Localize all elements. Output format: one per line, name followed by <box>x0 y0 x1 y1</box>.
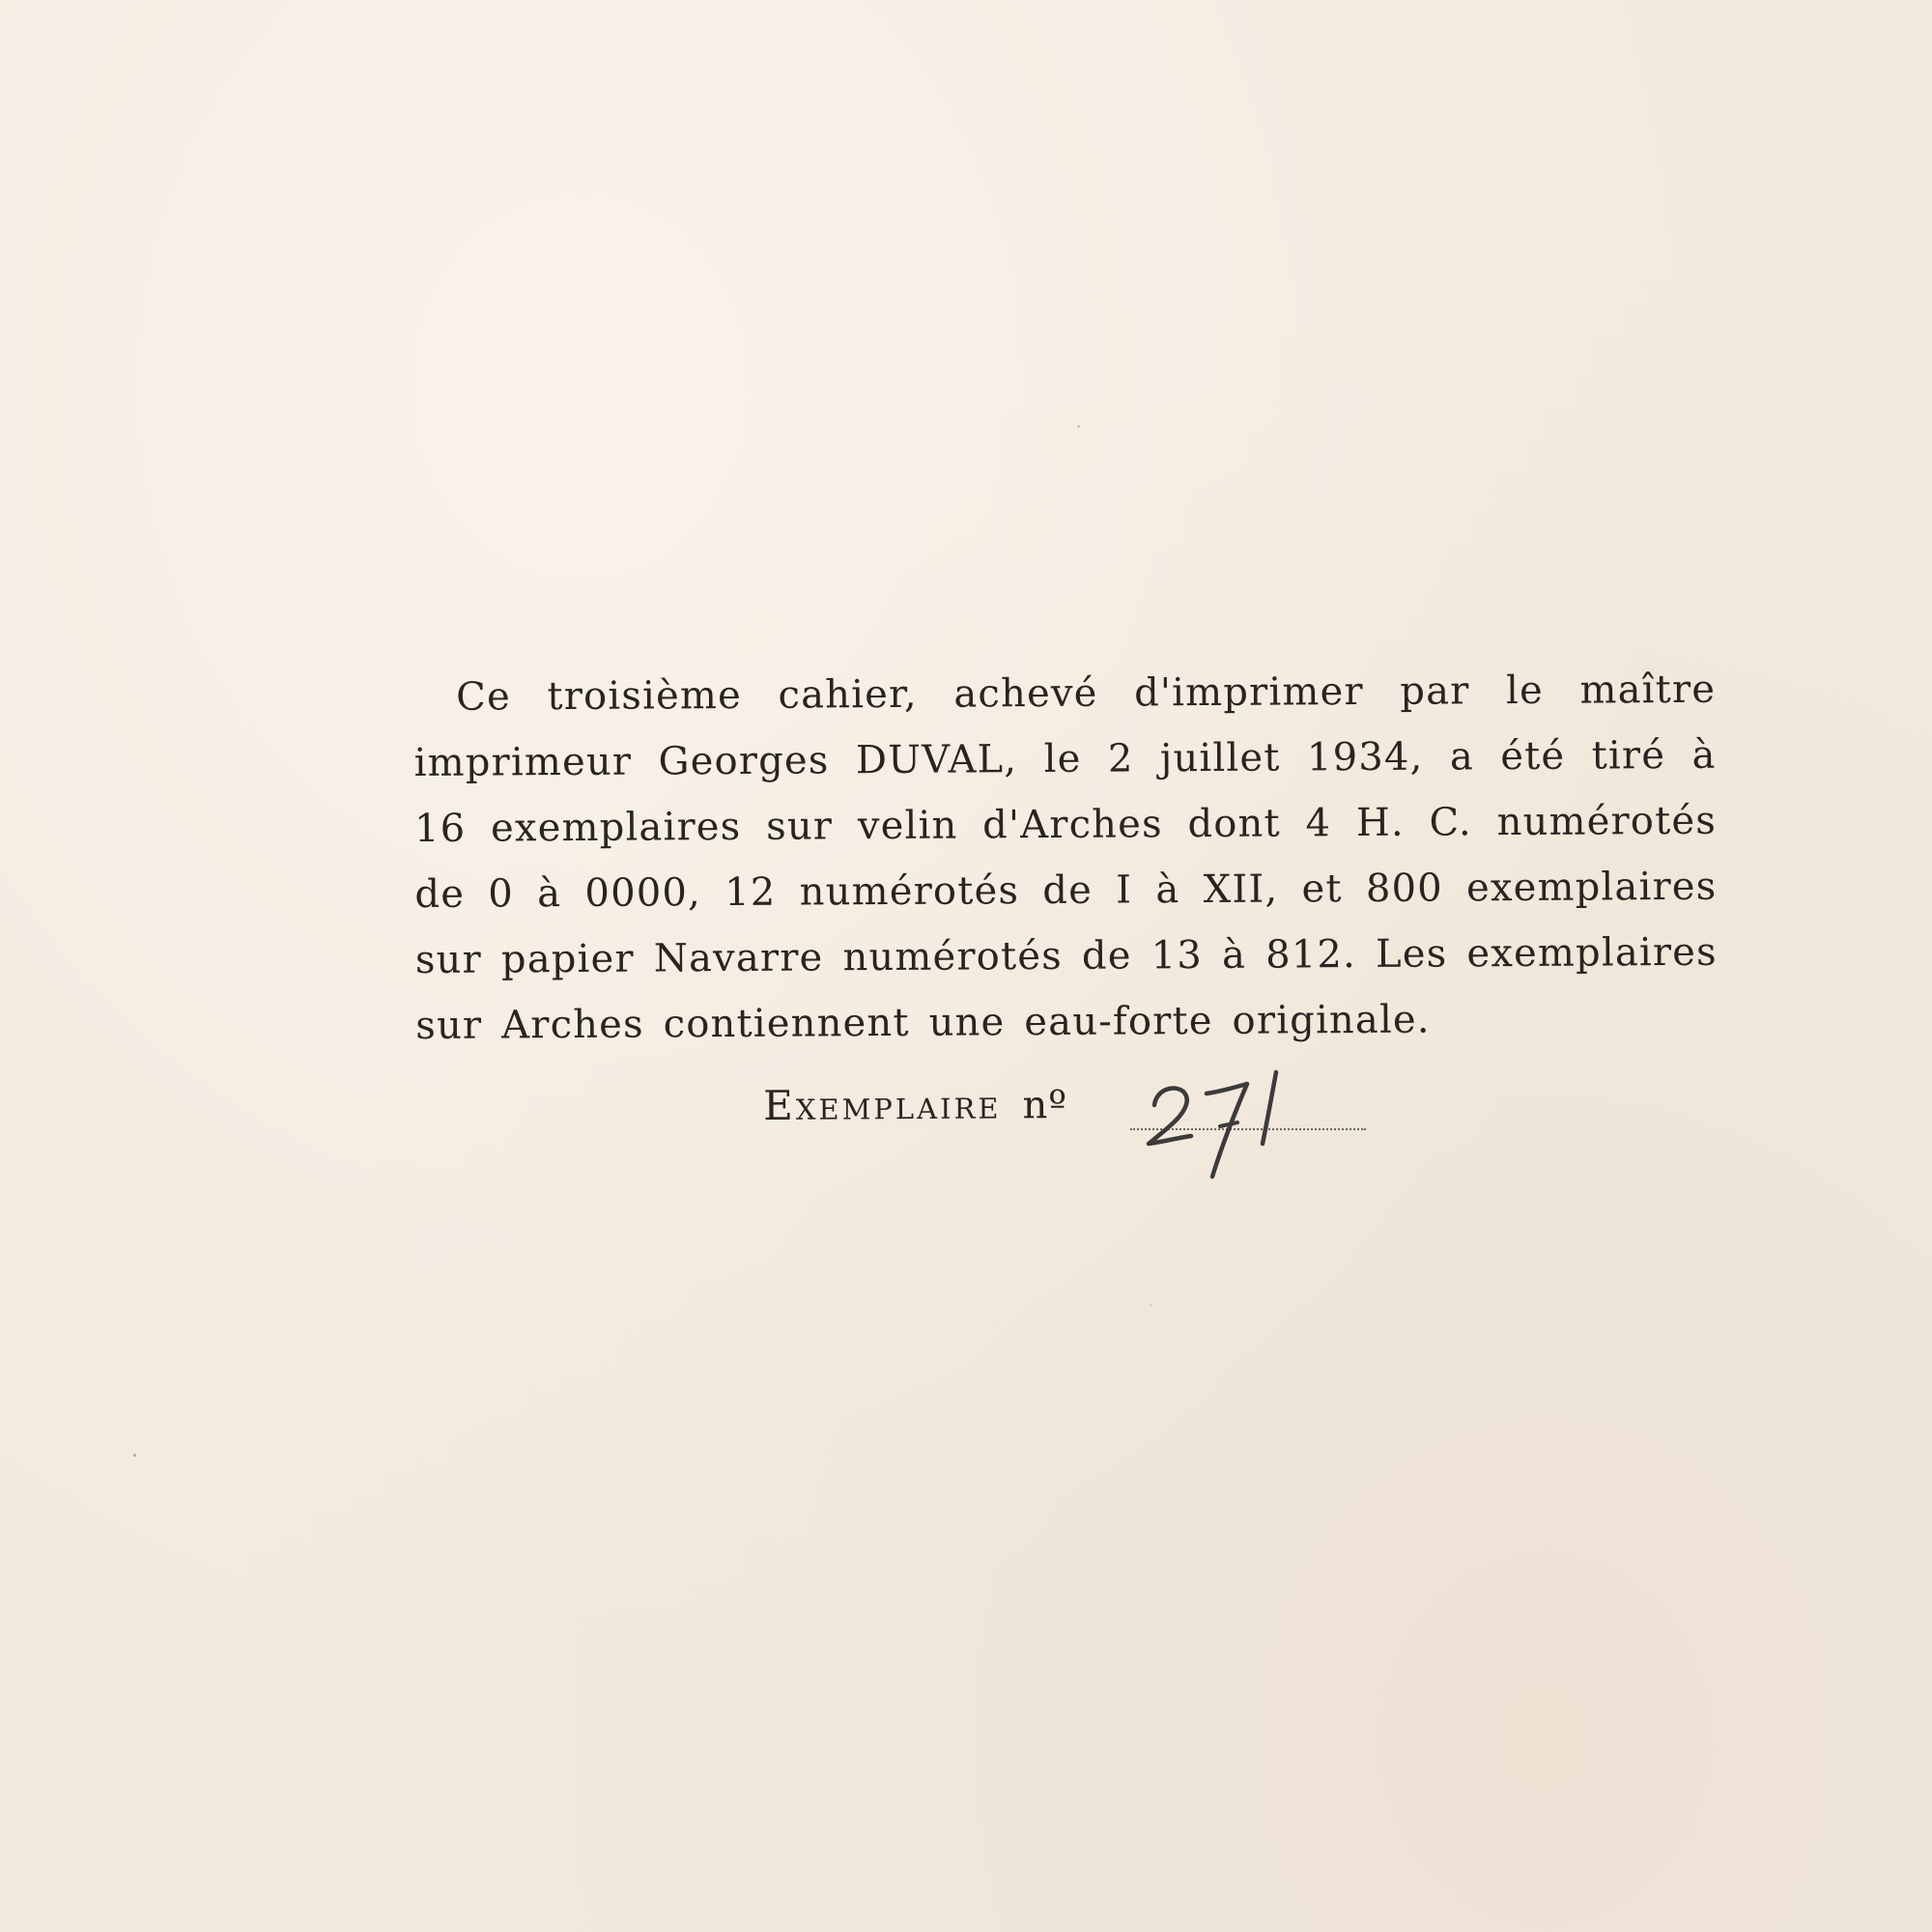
handwritten-number <box>1135 1055 1309 1180</box>
colophon-paragraph <box>413 657 1718 1059</box>
colophon-line: imprimeur Georges DUVAL, le 2 juillet 1934, a été tiré à <box>413 732 1717 785</box>
colophon-line: de 0 à 0000, 12 numérotés de I à XII, et 800 exemplaires <box>414 864 1718 917</box>
colophon-line: 16 exemplaires sur velin d'Arches dont 4 H. C. numérotés <box>413 798 1718 851</box>
colophon-line: sur Arches contiennent une eau-forte originale. <box>415 997 1431 1048</box>
paper-speck <box>133 1454 136 1457</box>
exemplaire-line <box>763 1080 1067 1129</box>
colophon-line: Ce troisième cahier, achevé d'imprimer par le maître <box>456 667 1717 720</box>
exemplaire-label: Exemplaire <box>763 1080 1002 1129</box>
number-prefix: nº <box>1022 1083 1068 1128</box>
paper-speck <box>1077 425 1080 428</box>
colophon-line: sur papier Navarre numérotés de 13 à 812. Les exemplaires <box>414 929 1718 982</box>
paper-speck <box>1150 1304 1151 1306</box>
